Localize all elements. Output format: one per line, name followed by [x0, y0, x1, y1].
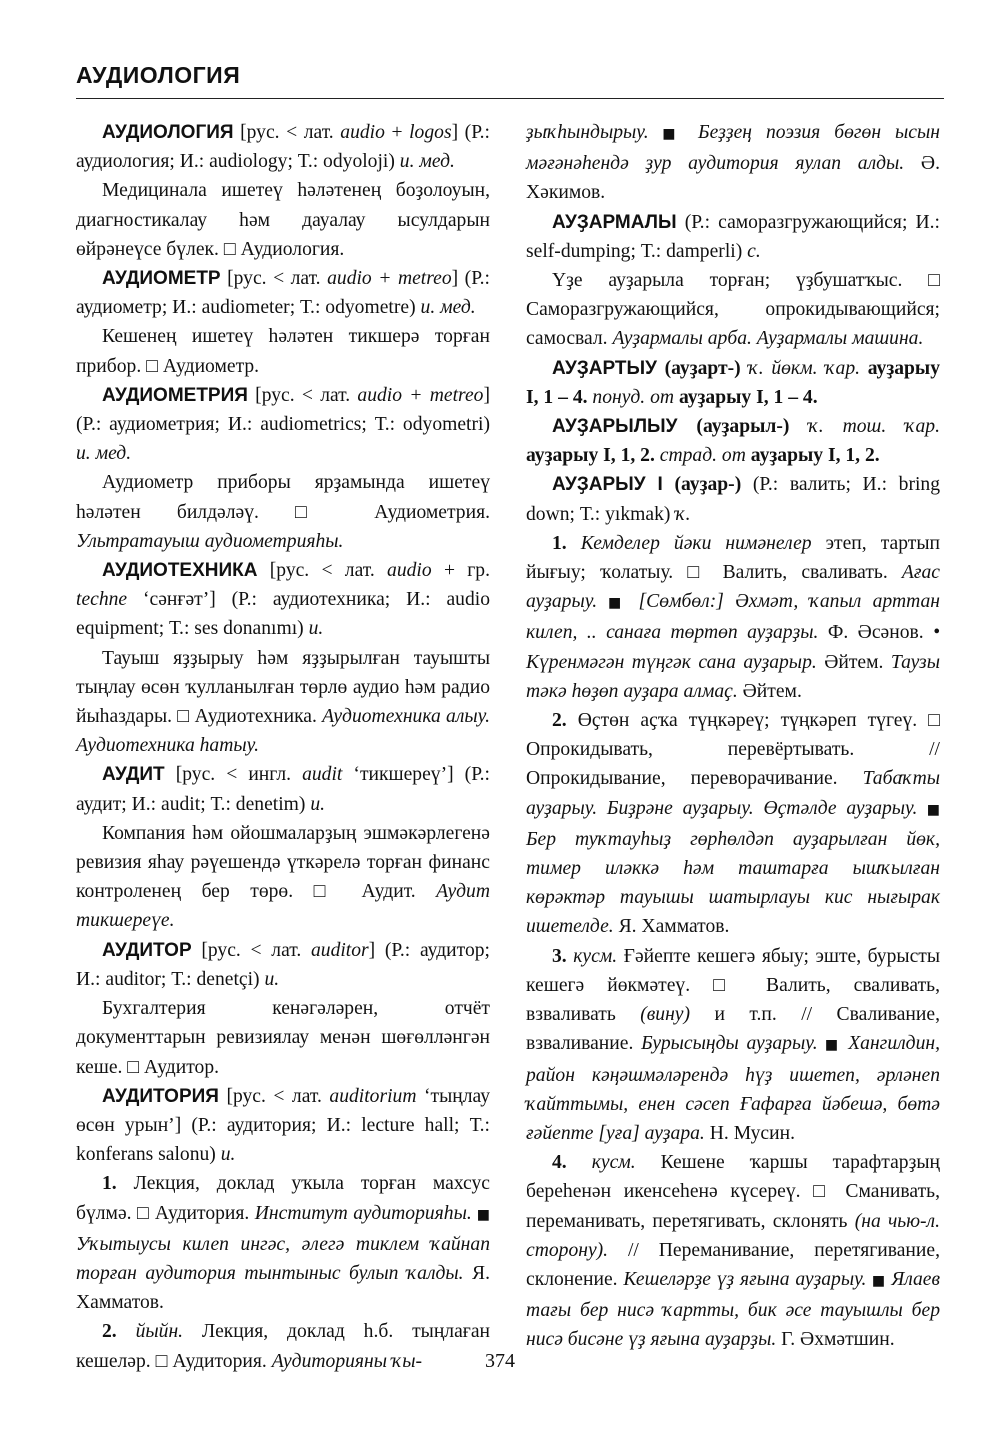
example: ҙыҡһындырыу. — [526, 122, 649, 143]
sense-number: 1. — [552, 532, 567, 554]
text: Ғәйепте кешегә ябыу; эште, бурысты кешегә йөкмәтеү. □ Валить, сваливать, взваливать — [526, 945, 940, 1026]
headword: АУҘАРМАЛЫ — [552, 211, 677, 233]
etymology: [рус. < ингл. — [164, 764, 303, 786]
object-label: (вину) — [640, 1004, 691, 1026]
entry-audarmaly — [526, 208, 940, 266]
right-column — [526, 118, 940, 1355]
entry-audiotekhnika — [76, 556, 490, 644]
latin-word: auditorium — [329, 1085, 417, 1107]
latin-word: audio + metreo — [357, 384, 484, 406]
definition — [526, 266, 940, 354]
headword: АУДИОМЕТР — [102, 268, 221, 290]
example: Бурысыңды ауҙарыу. — [641, 1033, 818, 1055]
grammar-label: ҡ. тош. ҡар. — [808, 416, 940, 438]
etymology: [рус. < лат. — [257, 560, 388, 582]
grammar-label: и. мед. — [76, 443, 132, 465]
example: Ультратауыш аудиометрияһы. — [76, 530, 344, 552]
running-head: АУДИОЛОГИЯ — [76, 62, 241, 88]
quote-author: Н. Мусин. — [704, 1122, 795, 1144]
quote-author: Я. Хамматов. — [76, 1262, 490, 1314]
quote-author: Г. Әхмәтшин. — [776, 1329, 895, 1351]
left-column — [76, 118, 490, 1376]
proverb: • Күренмәгән түңгәк сана ауҙарыр. — [526, 622, 940, 673]
black-square-icon: ■ — [817, 1037, 849, 1054]
sense-number: 2. — [102, 1321, 117, 1343]
text: Компания һәм ойошмаларҙың эшмәкәрлегенә ревизия яһау рәүешендә үткәрелә торған финанс контроленең бер төрө. □ Аудит. — [76, 822, 490, 903]
grammar-label: понуд. от — [592, 386, 675, 408]
definition — [76, 819, 490, 936]
grammar-label: и. — [264, 968, 280, 990]
grammar-label: кусм. — [591, 1152, 636, 1174]
grammar-label: страд. от — [659, 445, 746, 467]
grammar-label: с. — [747, 240, 761, 262]
definition — [76, 468, 490, 556]
entry-audaryu — [526, 470, 940, 528]
entry-auditoriya — [76, 1082, 490, 1170]
text — [860, 358, 868, 379]
quote: Ялаев тағы бер нисә ҡартты, бик әсе тауышлы бер нисә бисәне үҙ яғына ауҙарҙы. — [526, 1268, 940, 1351]
text — [663, 474, 675, 495]
greek-word: techne — [76, 589, 128, 611]
stem: (ауҙарт-) — [664, 357, 741, 379]
black-square-icon: ■ — [597, 595, 639, 612]
quote: [Сөмбөл:] Әхмәт, ҡапыл арттан килеп, .. санаға төртөп ауҙарҙы. — [526, 591, 940, 644]
text — [657, 358, 665, 379]
cross-reference: ауҙарыу I, 1, 2. — [526, 445, 655, 467]
proverb: Таузы тәкә һөҙөп ауҙара алмаҫ. — [526, 651, 940, 702]
text: // Переманивание, перетягивание, склонение. — [526, 1239, 940, 1290]
entry-audiologiya — [76, 118, 490, 176]
header-rule — [76, 98, 944, 99]
text — [567, 533, 581, 554]
translations: (Р.: валить; И.: bring down; Т.: yıkmak) — [526, 474, 941, 525]
translations: (Р.: саморазгружающийся; И.: self-dumping; Т.: damperli) — [526, 211, 940, 262]
latin-word: auditor — [310, 939, 369, 961]
text: + гр. — [431, 560, 490, 582]
translations: ‘тикшереү’] (Р.: аудит; И.: audit; Т.: denetim) — [76, 764, 490, 815]
text: Үҙе ауҙарыла торған; үҙбушатҡыс. □ Саморазгружающийся, опрокидывающийся; самосвал. — [526, 270, 940, 350]
proverb-label: Әйтем. — [737, 680, 802, 702]
etymology: [рус. < лат. — [233, 122, 341, 143]
grammar-label: йыйн. — [135, 1321, 184, 1343]
quote-author: Ә. Хәкимов. — [526, 153, 940, 204]
sense-number: 4. — [552, 1152, 567, 1174]
stem: (ауҙарыл-) — [696, 416, 790, 438]
text — [117, 1321, 136, 1342]
black-square-icon: ■ — [648, 126, 699, 142]
grammar-label: ҡ. — [675, 503, 691, 525]
entry-audarylyu — [526, 412, 940, 470]
object-label: Кемделер йәки нимәнелер — [580, 532, 812, 554]
latin-word: logos — [409, 122, 452, 143]
headword: АУҘАРЫЛЫУ — [552, 416, 678, 438]
grammar-label: кусм. — [573, 945, 618, 967]
etymology: [рус. < лат. — [191, 939, 311, 961]
definition: Бухгалтерия кенәгәләрен, отчёт документтарын ревизиялау менән шөғөлләнгән кеше. □ Аудитор. — [76, 998, 490, 1078]
grammar-label: и. мед. — [399, 151, 455, 173]
cross-reference: ауҙарыу I, 1 – 4. — [678, 386, 818, 408]
text — [567, 1152, 592, 1173]
etymology: [рус. < лат. — [247, 384, 358, 406]
sense-1 — [76, 1169, 490, 1317]
sense-4 — [526, 1148, 940, 1354]
etymology: [рус. < лат. — [218, 1085, 330, 1107]
headword: АУҘАРЫУ I — [552, 474, 663, 496]
headword: АУДИОЛОГИЯ — [102, 122, 234, 143]
text: + — [384, 122, 410, 143]
example: Ауҙармалы арба. Ауҙармалы машина. — [612, 328, 924, 350]
text — [789, 416, 808, 437]
headword: АУДИТОР — [102, 939, 192, 961]
object-label: (на чью-л. сторону). — [526, 1210, 940, 1261]
translations: ] (Р.: аудитор; И.: auditor; Т.: denetçi) — [76, 939, 490, 990]
text: Өҫтөн аҫҡа түңкәреү; түңкәреп түгеү. □ Опрокидывать, перевёртывать. // Опрокидывание, переворачивание. — [526, 710, 940, 790]
sense-number: 1. — [102, 1173, 117, 1195]
latin-word: audio + metreo — [327, 268, 452, 290]
latin-word: audio — [340, 122, 385, 143]
text: Лекция, доклад уҡыла торған махсус бүлмә. □ Аудитория. — [76, 1173, 490, 1224]
quote: Уҡытыусы килеп ингәс, әлегә тиклем ҡайнап торған аудитория тынтыныс булып ҡалды. — [76, 1233, 490, 1284]
text: и т.п. // Сваливание, взваливание. — [526, 1004, 940, 1055]
entry-auditor — [76, 936, 490, 994]
black-square-icon: ■ — [866, 1272, 892, 1289]
definition — [76, 644, 490, 761]
headword: АУДИОТЕХНИКА — [102, 560, 258, 582]
etymology: [рус. < лат. — [220, 268, 328, 290]
entry-audit — [76, 760, 490, 818]
translations: ] (Р.: аудиометрия; И.: audiometrics; Т.: odyometri) — [76, 384, 490, 436]
text: Лекция, доклад һ.б. тыңлаған кешеләр. □ Аудитория. — [76, 1321, 490, 1372]
headword: АУДИТОРИЯ — [102, 1085, 219, 1107]
example: Табаҡты ауҙарыу. Биҙрәне ауҙарыу. Өҫтәлде ауҙарыу. — [526, 768, 940, 819]
grammar-label: и. — [220, 1144, 236, 1166]
entry-audiometr — [76, 264, 490, 322]
quote: Беҙҙең поэзия бөгөн ысын мәғәнәһендә ҙур аудитория яулап алды. — [526, 122, 940, 175]
text: Аудиометр приборы ярҙамында ишетеү һәләтен билдәләү. □ Аудиометрия. — [76, 472, 490, 523]
continuation — [526, 118, 940, 208]
stem: (ауҙар-) — [674, 474, 742, 496]
grammar-label: и. — [308, 618, 324, 640]
quote-author: Ф. Әсәнов. — [818, 622, 934, 644]
proverb-label: Әйтем. — [816, 651, 891, 673]
grammar-label: и. — [310, 793, 326, 815]
example: Ағас ауҙарыу. — [526, 562, 940, 613]
quote: Хангилдин, район кәңәшмәләрендә һүҙ ишетеп, әрләнеп ҡайттымы, енен сәсеп Ғафарға йәбешә, бөтә ғәйепте [уға] ауҙара. — [526, 1033, 940, 1144]
translations: ] (Р.: аудиометр; И.: audiometer; Т.: odyometre) — [76, 268, 490, 319]
sense-number: 2. — [552, 710, 567, 732]
cross-reference: ауҙарыу I, 1 – 4. — [526, 357, 940, 408]
text: Кешене ҡаршы тарафтарҙың береһенән икенсеһенә күсереү. □ Сманивать, переманивать, перетягивать, склонять — [526, 1152, 940, 1232]
example: Аудиотехника алыу. Аудиотехника һатыу. — [76, 706, 490, 757]
example: Аудит тикшереүе. — [76, 881, 490, 932]
page-number: 374 — [485, 1350, 515, 1372]
grammar-label: и. мед. — [420, 297, 476, 319]
headword: АУДИТ — [102, 764, 165, 786]
latin-word: audio — [387, 560, 432, 582]
headword: АУДИОМЕТРИЯ — [102, 384, 248, 406]
example: Институт аудиторияһы. — [254, 1202, 472, 1224]
translations: ‘тыңлау өсөн урын’] (Р.: аудитория; И.: lecture hall; Т.: konferans salonu) — [76, 1085, 490, 1166]
entry-audartyu — [526, 354, 940, 412]
black-square-icon: ■ — [917, 801, 940, 818]
grammar-label: ҡ. йөкм. ҡар. — [748, 357, 861, 379]
quote: Бер туҡтауһыҙ гөрһөлдәп ауҙарылған йөк, тимер иләккә һәм таштарға ышҡылған көрәктәр тауышы шатырлауы кис нығырак ишетелде. — [526, 828, 940, 938]
translations: ‘сәнғәт’] (Р.: аудиотехника; И.: audio equipment; Т.: ses donanımı) — [76, 589, 490, 640]
sense-number: 3. — [552, 945, 567, 967]
sense-3 — [526, 942, 940, 1148]
definition: Кешенең ишетеү һәләтен тикшерә торған прибор. □ Аудиометр. — [76, 326, 490, 377]
example: Кешеләрҙе үҙ яғына ауҙарыу. — [623, 1268, 867, 1290]
example: Аудиторияны ҡы- — [271, 1350, 423, 1372]
sense-2 — [526, 706, 940, 942]
headword: АУҘАРТЫУ — [552, 357, 657, 379]
sense-1 — [526, 529, 940, 706]
definition: Медицинала ишетеү һәләтенең боҙолоуын, диагностикалау һәм дауалау ысулдарын өйрәнеүсе бүлек. □ Аудиология. — [76, 180, 490, 260]
english-word: audit — [302, 764, 343, 786]
black-square-icon: ■ — [471, 1206, 490, 1223]
translations: ] (Р.: аудиология; И.: audiology; Т.: odyoloji) — [76, 122, 490, 173]
cross-reference: ауҙарыу I, 1, 2. — [750, 445, 880, 467]
quote-author: Я. Хамматов. — [613, 916, 730, 938]
entry-audiometriya — [76, 381, 490, 469]
text — [677, 416, 696, 437]
text: этеп, тартып йығыу; ҡолатыу. □ Валить, сваливать. — [526, 532, 940, 584]
text: Тауыш яҙҙырыу һәм яҙҙырылған тауышты тыңлау өсөн ҡулланылған төрлө аудио һәм радио йыһаздары. □ Аудиотехника. — [76, 647, 490, 728]
